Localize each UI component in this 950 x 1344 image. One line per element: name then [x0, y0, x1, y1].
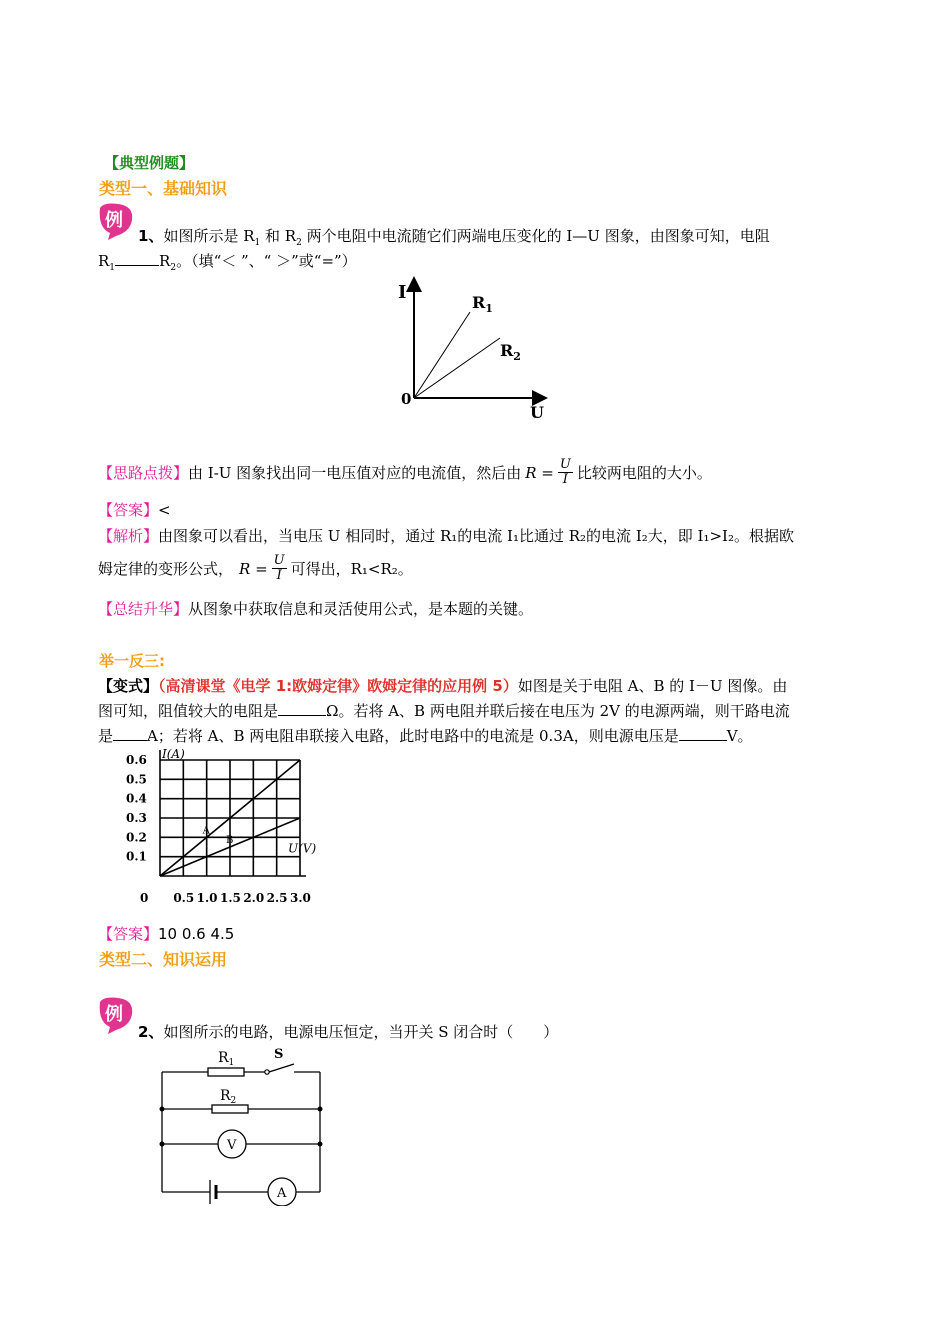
line-r2 — [414, 338, 500, 398]
x-tick-label: 0.5 — [173, 891, 195, 905]
example2-line: 2、如图所示的电路，电源电压恒定，当开关 S 闭合时（ ） — [138, 1023, 559, 1041]
example-badge-icon — [96, 202, 138, 240]
hint-line: 【思路点拨】 由 I-U 图象找出同一电压值对应的电流值，然后由 R = $\frac{U}{I}$ 比较两电阻的大小。 — [98, 457, 712, 487]
hint-formula: $\frac{U}{I}$ — [559, 457, 571, 487]
x-tick-label: 1.5 — [220, 891, 241, 905]
example-badge-icon — [96, 996, 138, 1034]
analysis-line1: 【解析】由图象可以看出，当电压 U 相同时，通过 R₁的电流 I₁比通过 R₂的电流 I₂大，即 I₁>I₂。根据欧 — [98, 527, 794, 545]
answer1-value: < — [158, 501, 171, 519]
badge-label: 例 — [105, 210, 123, 231]
switch-s — [269, 1064, 294, 1072]
circuit-diagram — [150, 1044, 335, 1206]
series-label-b: B — [226, 835, 234, 846]
line-r1 — [414, 312, 470, 398]
analysis-formula: $\frac{U}{I}$ — [273, 553, 285, 583]
y-tick-label: 0.6 — [126, 753, 147, 767]
answer-blank[interactable] — [278, 701, 326, 716]
summary-line: 【总结升华】从图象中获取信息和灵活使用公式，是本题的关键。 — [98, 600, 534, 618]
answer2-line — [98, 923, 234, 945]
answer2-value: 10 0.6 4.5 — [158, 925, 235, 943]
x-tick-label: 3.0 — [290, 891, 311, 905]
answer-blank[interactable] — [679, 726, 727, 741]
x-tick-label: 2.5 — [266, 891, 288, 905]
x-axis-label: U — [530, 403, 544, 422]
iu-graph — [392, 276, 552, 424]
y-axis-label: I — [398, 282, 407, 303]
badge-label: 例 — [105, 1004, 123, 1025]
series-label-a: A — [202, 825, 210, 837]
y-tick-label: 0.2 — [126, 830, 147, 845]
r2-label: $R_2$ — [220, 1088, 237, 1106]
answer1-label: 【答案】 — [98, 501, 159, 519]
answer-blank[interactable] — [113, 726, 147, 741]
r1-label: $R_1$ — [218, 1050, 235, 1068]
answer2-label: 【答案】 — [98, 925, 159, 943]
y-tick-label: 0.5 — [126, 772, 147, 787]
voltmeter-label: V — [227, 1138, 237, 1153]
example2-number: 2、 — [138, 1023, 164, 1041]
variant-line3: 是 A；若将 A、B 两电阻串联接入电路，此时电路中的电流是 0.3A，则电源电压是 V。 — [98, 727, 753, 745]
section-header: 【典型例题】 — [104, 154, 195, 172]
r2-label: $R_2$ — [500, 341, 521, 363]
resistor-r2 — [212, 1105, 248, 1113]
resistor-r1 — [208, 1068, 244, 1076]
r1-label: $R_1$ — [472, 293, 493, 315]
answer1-line — [98, 499, 171, 521]
origin-label: 0 — [401, 390, 412, 408]
type1-title: 类型一、基础知识 — [99, 179, 228, 198]
variant-line1: 【变式】（高清课堂《电学 1:欧姆定律》欧姆定律的应用例 5）如图是关于电阻 A、B 的 I－U 图像。由 — [98, 677, 788, 695]
example1-line2: $R_1$ $R_2$。（填“＜ ”、“ ＞”或“=”） — [98, 252, 357, 273]
summary-label: 【总结升华】 — [98, 600, 189, 618]
switch-label: S — [274, 1047, 284, 1062]
x-tick-label: 2.0 — [243, 891, 265, 905]
x-tick-label: 1.0 — [196, 891, 218, 905]
example1-number: 1、 — [138, 227, 164, 245]
analysis-label: 【解析】 — [98, 527, 159, 545]
y-tick-label: 0.4 — [126, 791, 147, 806]
variant-line2: 图可知，阻值较大的电阻是 Ω。若将 A、B 两电阻并联后接在电压为 2V 的电源两端，则干路电流 — [98, 702, 790, 720]
variant-label: 【变式】 — [98, 677, 159, 695]
iu-grid-chart — [120, 744, 350, 910]
y-tick-label: 0.1 — [126, 849, 147, 864]
practice-title: 举一反三: — [99, 652, 165, 670]
y-tick-label: 0.3 — [126, 811, 147, 825]
hint-label: 【思路点拨】 — [98, 463, 189, 482]
answer-blank[interactable] — [115, 251, 159, 266]
analysis-line2: 姆定律的变形公式， R = $\frac{U}{I}$ 可得出，R₁<R₂。 — [98, 553, 413, 583]
variant-source: （高清课堂《电学 1:欧姆定律》欧姆定律的应用例 5） — [158, 677, 518, 695]
type2-title: 类型二、知识运用 — [99, 950, 228, 969]
ammeter-label: A — [277, 1186, 287, 1201]
origin-label: 0 — [140, 891, 149, 905]
example1-line1: 1、如图所示是 $R_1$ 和 $R_2$ 两个电阻中电流随它们两端电压变化的 I—U 图象，由图象可知，电阻 — [138, 227, 770, 248]
x-axis-label: U(V) — [288, 841, 317, 856]
y-axis-label: I(A) — [162, 747, 185, 761]
